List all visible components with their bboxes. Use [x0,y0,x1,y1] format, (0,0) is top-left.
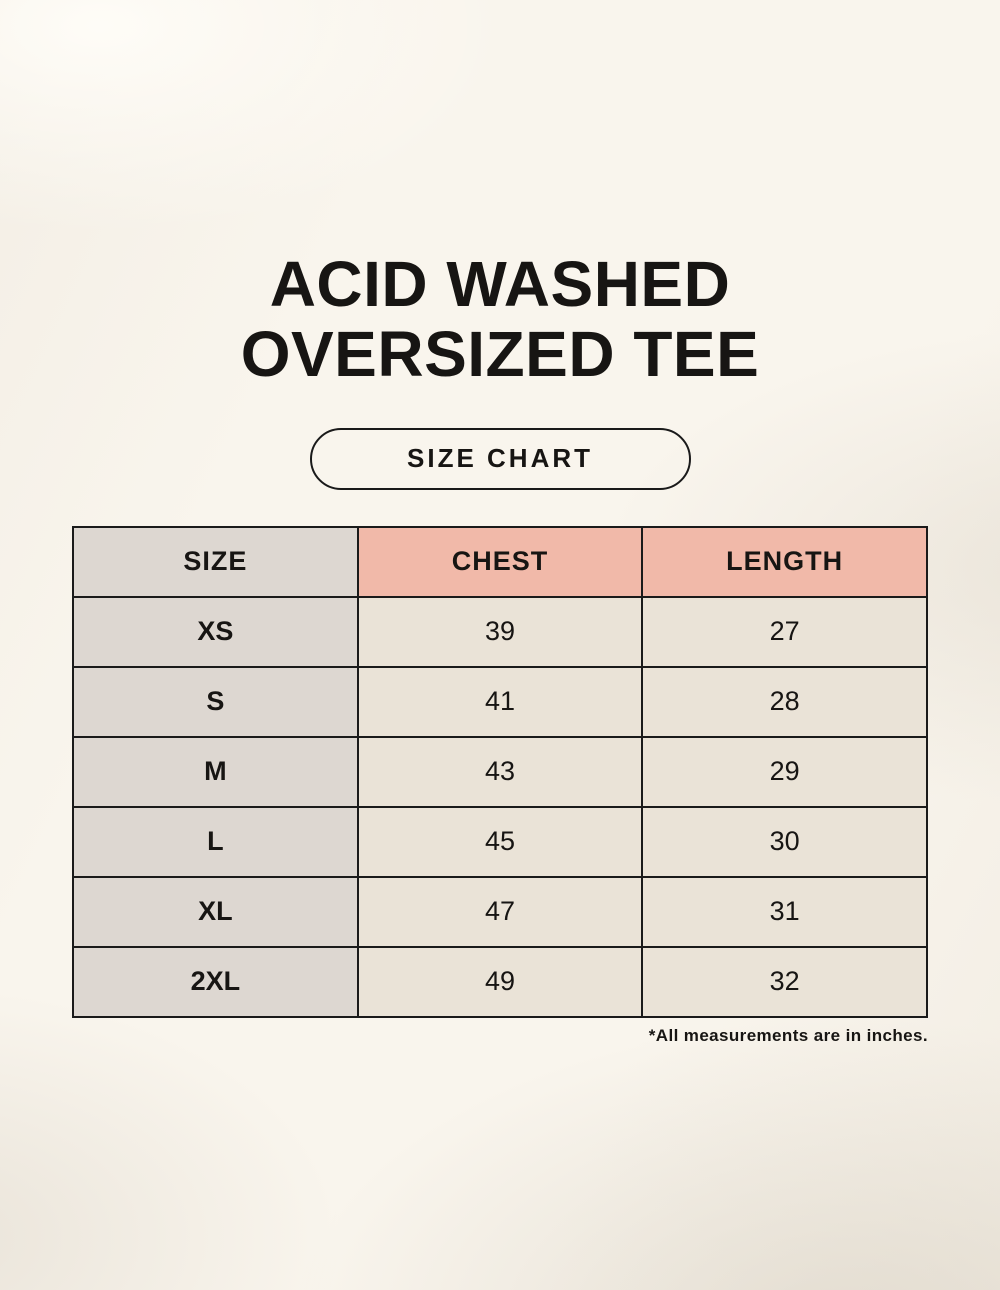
size-cell: S [73,667,358,737]
chest-cell: 43 [358,737,643,807]
column-header-length: LENGTH [642,527,927,597]
chest-cell: 45 [358,807,643,877]
size-chart-badge[interactable] [310,428,691,490]
chest-cell: 49 [358,947,643,1017]
size-cell: M [73,737,358,807]
length-cell: 28 [642,667,927,737]
size-chart-table [72,526,928,1018]
length-cell: 32 [642,947,927,1017]
table-row [73,737,927,807]
table-row [73,597,927,667]
size-cell: XL [73,877,358,947]
size-chart-badge-label: SIZE CHART [407,443,593,473]
header-row [73,527,927,597]
size-cell: 2XL [73,947,358,1017]
product-title [0,0,1000,390]
chest-cell: 47 [358,877,643,947]
length-cell: 31 [642,877,927,947]
column-header-size: SIZE [73,527,358,597]
length-cell: 30 [642,807,927,877]
length-cell: 29 [642,737,927,807]
product-title-line1: ACID WASHED [269,248,731,320]
length-cell: 27 [642,597,927,667]
table-row [73,877,927,947]
size-cell: L [73,807,358,877]
product-title-line2: OVERSIZED TEE [240,317,760,390]
table-row [73,947,927,1017]
chest-cell: 39 [358,597,643,667]
size-table-body [73,597,927,1017]
size-table-header [73,527,927,597]
column-header-chest: CHEST [358,527,643,597]
table-row [73,807,927,877]
measurements-footnote: *All measurements are in inches. [648,1025,928,1045]
table-row [73,667,927,737]
chest-cell: 41 [358,667,643,737]
size-cell: XS [73,597,358,667]
